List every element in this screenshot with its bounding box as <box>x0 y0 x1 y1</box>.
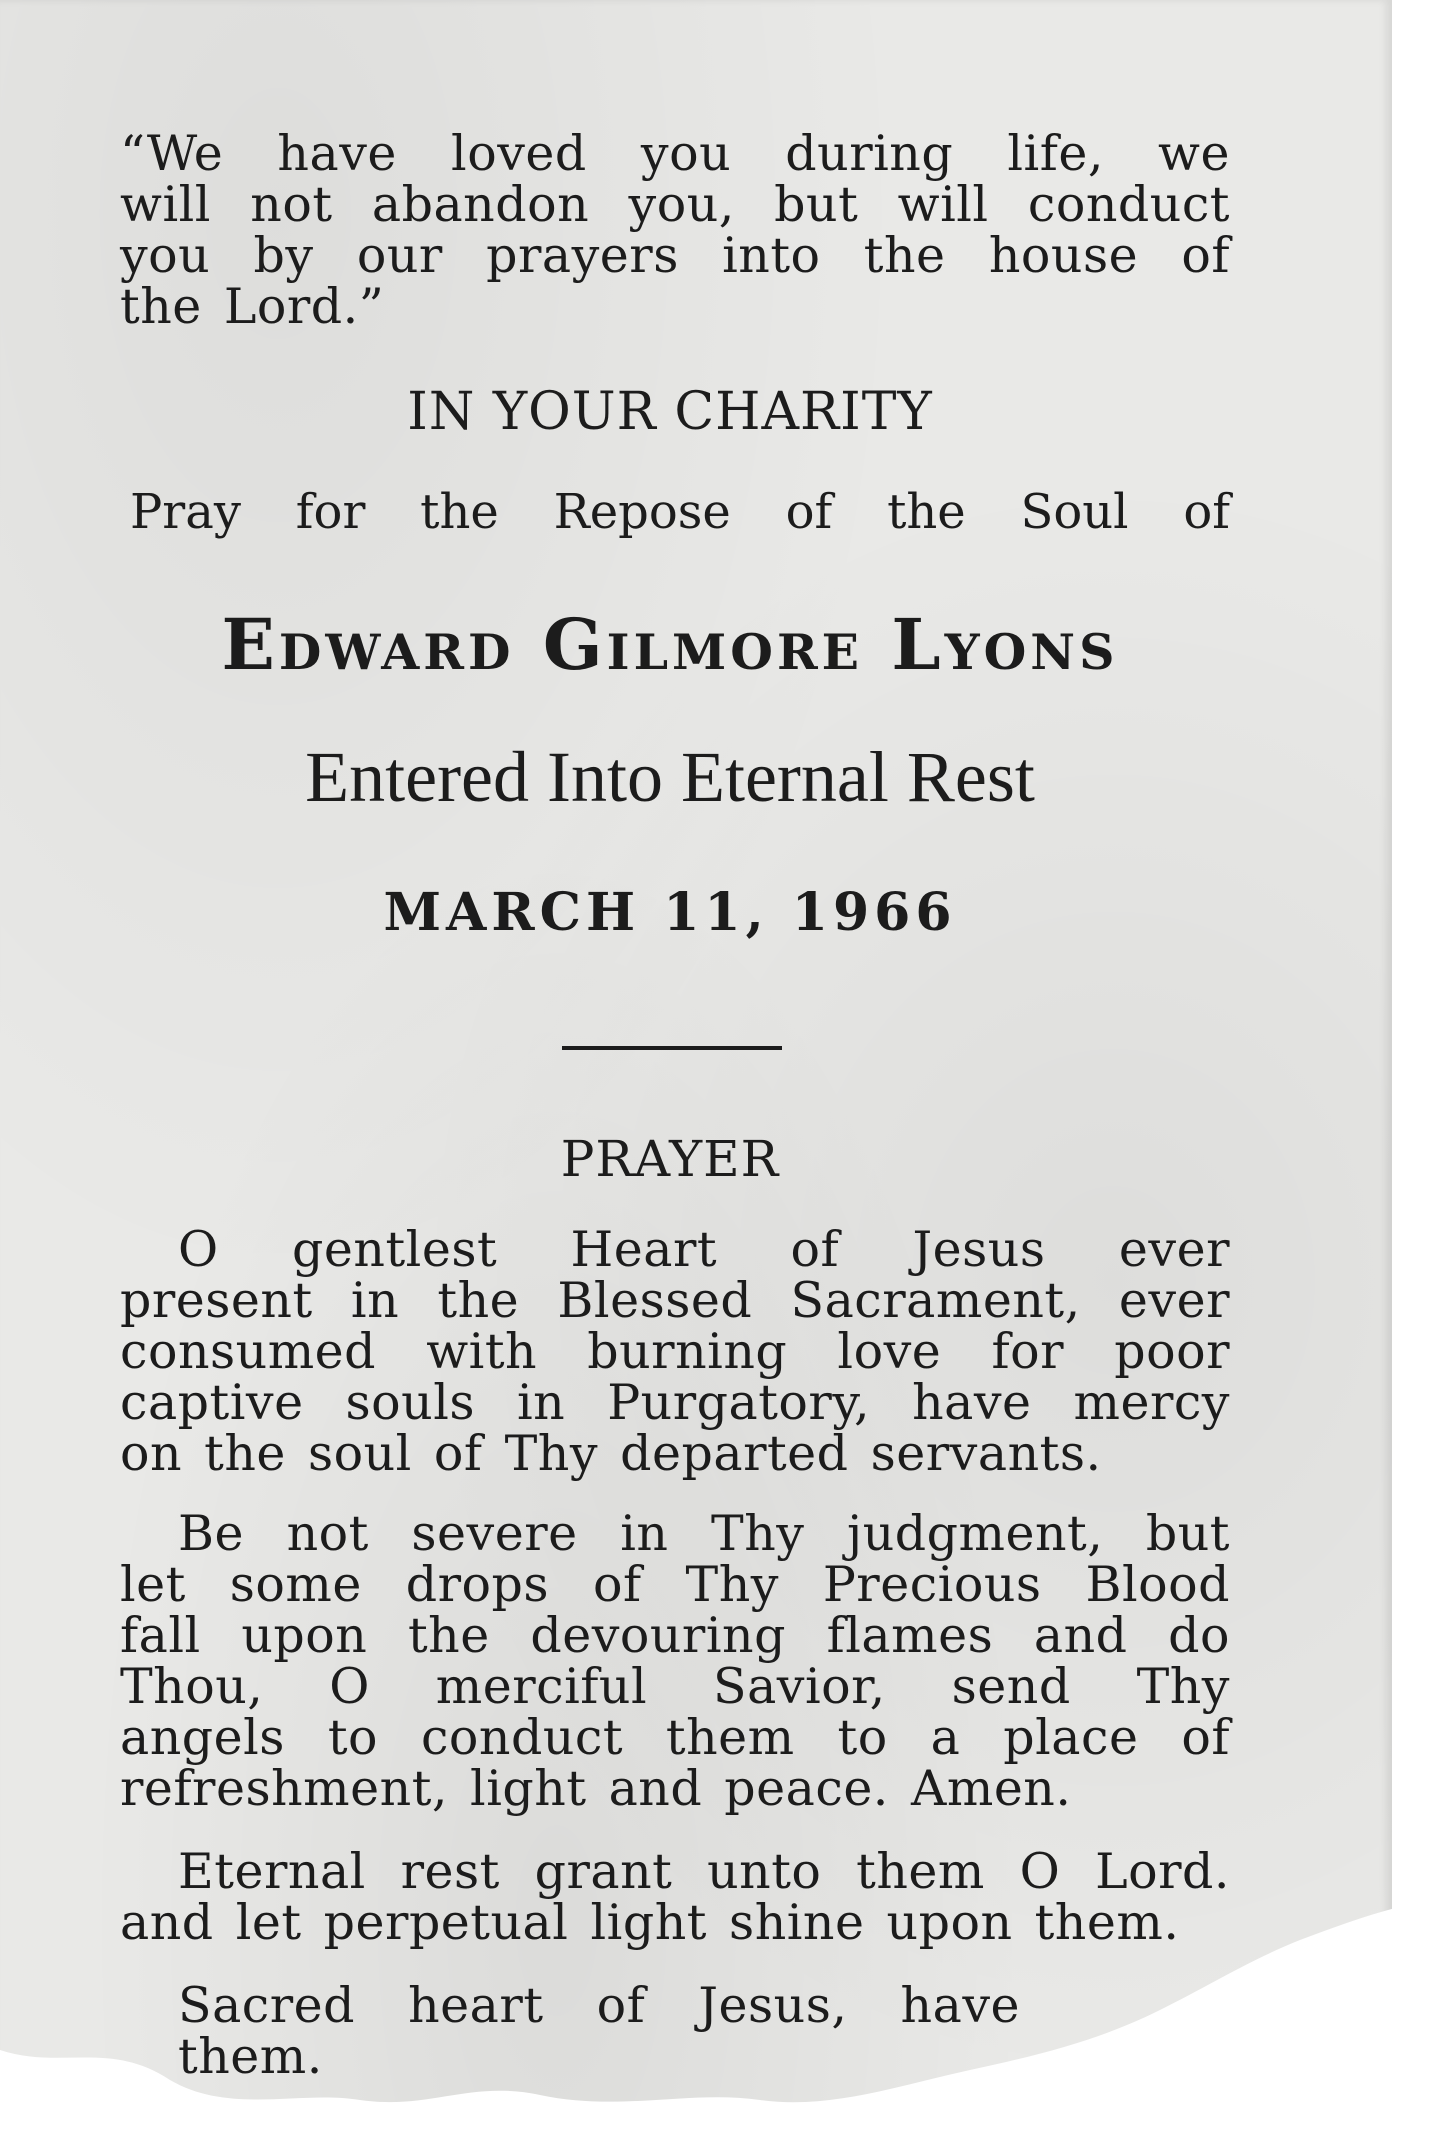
torn-paper-edge <box>0 1900 1429 2134</box>
quote-line: you by our prayers into the house of <box>120 227 1230 284</box>
prayer-line: them. <box>178 2028 323 2085</box>
prayer-line: Be not severe in Thy judgment, but <box>178 1505 1230 1562</box>
prayer-line: on the soul of Thy departed servants. <box>120 1425 1102 1482</box>
deceased-name: Edward Gilmore Lyons <box>221 603 1119 686</box>
date-of-death: MARCH 11, 1966 <box>383 882 957 943</box>
prayer-paragraph-1 <box>120 1221 1230 1482</box>
prayer-line: angels to conduct them to a place of <box>120 1709 1230 1766</box>
prayer-line: consumed with burning love for poor <box>120 1323 1230 1380</box>
prayer-line: fall upon the devouring flames and do <box>120 1607 1230 1664</box>
opening-quote <box>120 125 1230 335</box>
prayer-line: captive souls in Purgatory, have mercy <box>120 1374 1230 1431</box>
prayer-line: Thou, O merciful Savior, send Thy <box>120 1658 1230 1715</box>
charity-heading: IN YOUR CHARITY <box>407 382 933 442</box>
divider-rule <box>562 1046 782 1050</box>
prayer-paragraph-2 <box>120 1505 1230 1817</box>
prayer-line: and let perpetual light shine upon them. <box>120 1894 1180 1951</box>
prayer-line: Sacred heart of Jesus, have <box>178 1977 1020 2034</box>
pray-line: Pray for the Repose of the Soul of <box>130 484 1230 540</box>
prayer-line: present in the Blessed Sacrament, ever <box>120 1272 1230 1329</box>
prayer-line: O gentlest Heart of Jesus ever <box>178 1221 1230 1278</box>
quote-line: the Lord.” <box>120 278 385 335</box>
quote-line: will not abandon you, but will conduct <box>120 176 1230 233</box>
prayer-heading: PRAYER <box>560 1130 780 1188</box>
prayer-line: let some drops of Thy Precious Blood <box>120 1556 1230 1613</box>
entered-rest-line: Entered Into Eternal Rest <box>305 737 1035 817</box>
prayer-line: refreshment, light and peace. Amen. <box>120 1760 1072 1817</box>
prayer-line: Eternal rest grant unto them O Lord. <box>178 1843 1230 1900</box>
quote-line: “We have loved you during life, we <box>120 125 1230 182</box>
